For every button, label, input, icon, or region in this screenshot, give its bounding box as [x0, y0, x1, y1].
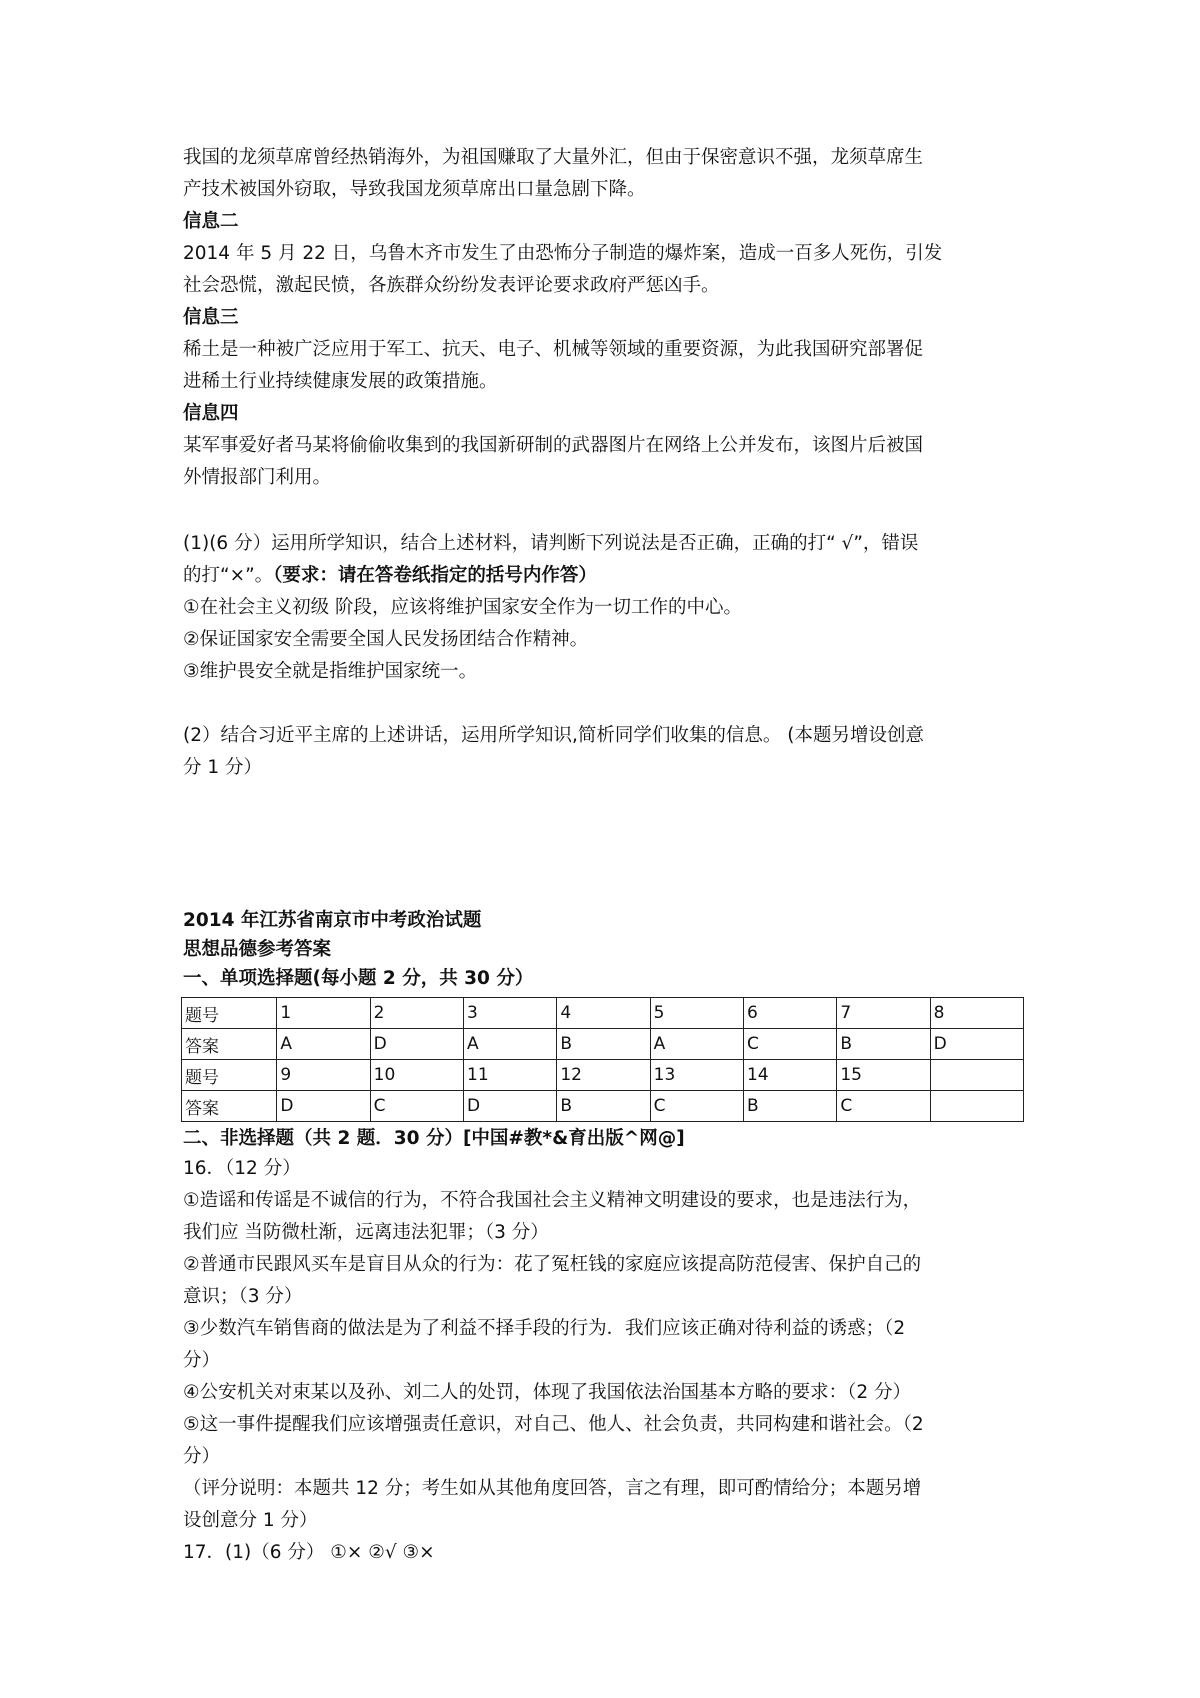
table-cell: A — [650, 1029, 743, 1060]
table-cell: A — [464, 1029, 557, 1060]
table-cell: 14 — [743, 1060, 836, 1091]
table-cell: D — [464, 1091, 557, 1122]
table-cell: B — [743, 1091, 836, 1122]
paragraph-line: 产技术被国外窃取，导致我国龙须草席出口量急剧下降。 — [183, 179, 646, 200]
answer-line: 分） — [183, 1350, 221, 1371]
answer-line: ④公安机关对束某以及孙、刘二人的处罚，体现了我国依法治国基本方略的要求：（2 分） — [183, 1382, 911, 1403]
table-cell — [930, 1060, 1023, 1091]
statement-item: ②保证国家安全需要全国人民发扬团结合作精神。 — [183, 629, 589, 650]
table-cell: A — [277, 1029, 370, 1060]
question-line: (1)(6 分）运用所学知识，结合上述材料，请判断下列说法是否正确，正确的打“ √”，错误 — [183, 533, 919, 554]
question-line: 分 1 分） — [183, 757, 263, 778]
table-cell: 10 — [370, 1060, 463, 1091]
table-cell: D — [277, 1091, 370, 1122]
table-cell: 题号 — [182, 1060, 277, 1091]
paragraph-line: 社会恐慌，激起民愤，各族群众纷纷发表评论要求政府严惩凶手。 — [183, 275, 720, 296]
answer-line: 分） — [183, 1446, 221, 1467]
table-cell: 8 — [930, 998, 1023, 1029]
table-cell: 1 — [277, 998, 370, 1029]
answer-line: （评分说明：本题共 12 分；考生如从其他角度回答，言之有理，即可酌情给分；本题另增 — [183, 1478, 922, 1499]
table-cell: D — [930, 1029, 1023, 1060]
answer-line: ③少数汽车销售商的做法是为了利益不择手段的行为．我们应该正确对待利益的诱惑；（2 — [183, 1318, 906, 1339]
question-requirement: （要求：请在答卷纸指定的括号内作答） — [273, 565, 597, 586]
answers-title: 2014 年江苏省南京市中考政治试题 — [183, 910, 482, 931]
section-heading: 信息二 — [183, 211, 239, 232]
table-cell: 9 — [277, 1060, 370, 1091]
table-cell: C — [650, 1091, 743, 1122]
table-cell: 3 — [464, 998, 557, 1029]
table-cell: 6 — [743, 998, 836, 1029]
answer-line: 设创意分 1 分） — [183, 1510, 318, 1531]
table-cell: 2 — [370, 998, 463, 1029]
paragraph-line: 我国的龙须草席曾经热销海外，为祖国赚取了大量外汇，但由于保密意识不强，龙须草席生 — [183, 147, 924, 168]
table-cell: 4 — [557, 998, 650, 1029]
document-page — [183, 142, 1033, 1569]
paragraph-line: 稀土是一种被广泛应用于军工、抗天、电子、机械等领域的重要资源，为此我国研究部署促 — [183, 339, 924, 360]
table-row — [182, 998, 1024, 1029]
table-row — [182, 1060, 1024, 1091]
table-cell: C — [370, 1091, 463, 1122]
table-cell: B — [557, 1091, 650, 1122]
paragraph-line: 某军事爱好者马某将偷偷收集到的我国新研制的武器图片在网络上公并发布，该图片后被国 — [183, 435, 924, 456]
section-heading: 信息四 — [183, 403, 239, 424]
table-cell: 答案 — [182, 1029, 277, 1060]
table-cell: 7 — [837, 998, 930, 1029]
table-cell: B — [837, 1029, 930, 1060]
answer-line: 17．(1)（6 分） ①× ②√ ③× — [183, 1542, 435, 1563]
statement-item: ③维护畏安全就是指维护国家统一。 — [183, 661, 478, 682]
answer-line: ①造谣和传谣是不诚信的行为，不符合我国社会主义精神文明建设的要求，也是违法行为， — [183, 1190, 922, 1211]
section-heading: 二、非选择题（共 2 题．30 分）[中国#教*&育出版^网@] — [183, 1128, 685, 1149]
table-row — [182, 1029, 1024, 1060]
paragraph-line: 外情报部门利用。 — [183, 467, 332, 488]
table-cell: 题号 — [182, 998, 277, 1029]
table-cell — [930, 1091, 1023, 1122]
answer-title: 16．（12 分） — [183, 1158, 301, 1179]
table-cell: 答案 — [182, 1091, 277, 1122]
table-cell: 12 — [557, 1060, 650, 1091]
section-heading: 一、单项选择题(每小题 2 分，共 30 分） — [183, 968, 534, 989]
answer-table — [181, 997, 1024, 1122]
answer-line: 意识；（3 分） — [183, 1286, 303, 1307]
paragraph-line: 进稀土行业持续健康发展的政策措施。 — [183, 371, 498, 392]
table-cell: 15 — [837, 1060, 930, 1091]
table-cell: B — [557, 1029, 650, 1060]
answers-subtitle: 思想品德参考答案 — [183, 939, 332, 960]
section-heading: 信息三 — [183, 307, 239, 328]
table-cell: 5 — [650, 998, 743, 1029]
question-text: 的打“×”。 — [183, 565, 274, 586]
question-line: (2）结合习近平主席的上述讲话，运用所学知识,简析同学们收集的信息。 (本题另增设创意 — [183, 725, 924, 746]
answer-line: ②普通市民跟风买车是盲目从众的行为：花了冤枉钱的家庭应该提高防范侵害、保护自己的 — [183, 1254, 922, 1275]
table-row — [182, 1091, 1024, 1122]
question-line — [183, 560, 1033, 592]
table-cell: 13 — [650, 1060, 743, 1091]
answer-line: 我们应 当防微杜渐，远离违法犯罪；（3 分） — [183, 1222, 549, 1243]
paragraph-line: 2014 年 5 月 22 日，乌鲁木齐市发生了由恐怖分子制造的爆炸案，造成一百多人死伤，引发 — [183, 243, 943, 264]
table-cell: D — [370, 1029, 463, 1060]
table-cell: C — [743, 1029, 836, 1060]
statement-item: ①在社会主义初级 阶段，应该将维护国家安全作为一切工作的中心。 — [183, 597, 742, 618]
answer-line: ⑤这一事件提醒我们应该增强责任意识，对自己、他人、社会负责，共同构建和谐社会。（2 — [183, 1414, 924, 1435]
table-cell: C — [837, 1091, 930, 1122]
table-cell: 11 — [464, 1060, 557, 1091]
